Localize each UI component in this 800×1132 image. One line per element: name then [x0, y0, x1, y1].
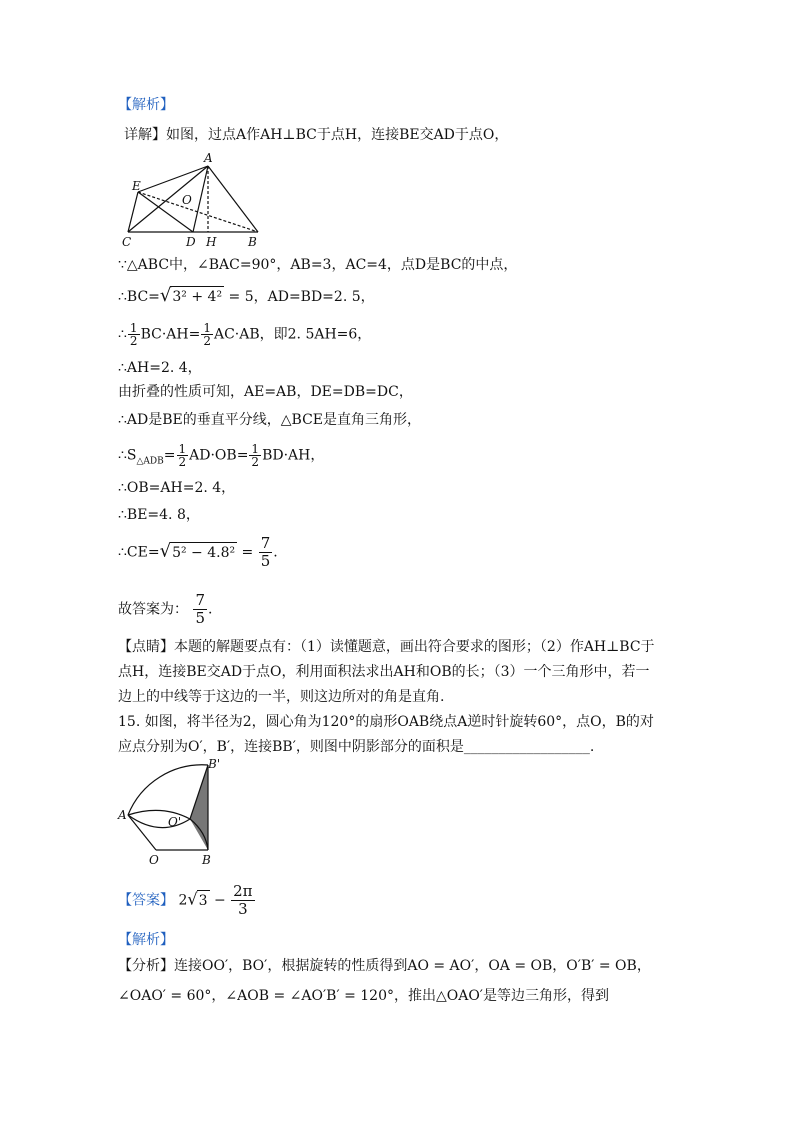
answer-fraction-1	[259, 535, 273, 570]
step-10	[118, 535, 278, 570]
ans-num-1: 7	[260, 534, 271, 552]
segment-ao	[128, 815, 156, 850]
segment-ab	[208, 166, 258, 232]
comment-tag: 【点睛】	[118, 639, 174, 655]
answer-fraction-2	[193, 592, 207, 627]
half-fraction-1	[128, 322, 140, 347]
segment-ea	[138, 166, 208, 192]
ans-den-1: 5	[260, 552, 271, 570]
label-b2: B	[202, 853, 211, 867]
step-7-b: AD·OB=	[189, 447, 249, 464]
analysis-tag-2: 【解析】	[118, 932, 174, 948]
step-7-prefix: ∴S	[118, 447, 137, 464]
half-den-2: 2	[203, 334, 211, 348]
label-o-prime: O'	[168, 815, 182, 829]
analysis-tag: 【解析】	[118, 97, 174, 113]
sector-figure	[116, 758, 226, 868]
step-10-sqrt: 5² − 4.8²	[170, 542, 237, 563]
q15-end: .	[589, 739, 595, 755]
triangle-figure	[118, 150, 268, 250]
half-den-1: 2	[129, 334, 138, 348]
detail-tag: 详解】	[124, 127, 166, 143]
step-1: ∵△ABC中，∠BAC=90°，AB=3，AC=4，点D是BC的中点，	[118, 257, 518, 273]
answer-coef: 2	[178, 892, 188, 909]
label-e: E	[132, 179, 141, 193]
half-num-4: 1	[251, 442, 260, 456]
step-7-c: BD·AH，	[262, 447, 325, 464]
answer-tag: 【答案】	[118, 892, 174, 909]
q15-line-1: 15. 如图，将半径为2，圆心角为120°的扇形OAB绕点A逆时针旋转60°，点O，B的对	[118, 714, 654, 730]
q15-line-2	[118, 737, 594, 757]
pi-num: 2π	[233, 882, 253, 900]
label-h: H	[206, 235, 217, 249]
comment-line-1	[118, 637, 655, 657]
half-num-2: 1	[203, 321, 211, 335]
step-2-prefix: ∴BC=	[118, 289, 160, 305]
step-7	[118, 443, 324, 471]
answer-blank: __________________	[463, 739, 590, 755]
step-5: 由折叠的性质可知，AE=AB，DE=DB=DC，	[118, 384, 413, 400]
sqrt-sign: √	[159, 285, 172, 306]
step-9: ∴BE=4. 8，	[118, 507, 200, 523]
step-2-suffix: = 5，AD=BD=2. 5，	[228, 289, 375, 305]
label-c: C	[122, 235, 132, 249]
step-3-prefix: ∴	[118, 326, 127, 343]
step-3-a: BC·AH=	[140, 326, 201, 343]
answer-prefix: 故答案为：	[118, 601, 188, 618]
detail-text: 如图，过点A作AH⊥BC于点H，连接BE交AD于点O，	[166, 127, 509, 143]
comment-text-1: 本题的解题要点有：（1）读懂题意，画出符合要求的图形；（2）作AH⊥BC于	[174, 639, 655, 655]
shaded-region	[190, 765, 208, 850]
label-o: O	[182, 193, 192, 207]
half-fraction-2	[201, 322, 213, 347]
half-num-3: 1	[178, 442, 187, 456]
step-4: ∴AH=2. 4，	[118, 360, 202, 376]
answer-sqrt: 3	[197, 890, 210, 911]
label-o2: O	[149, 853, 159, 867]
label-b-prime: B'	[208, 758, 221, 771]
segment-ca	[128, 166, 208, 232]
half-fraction-4	[249, 443, 261, 468]
analysis-subtag: 【分析】	[118, 958, 174, 974]
segment-ec	[128, 192, 138, 232]
half-den-4: 2	[251, 455, 260, 469]
comment-line-3: 边上的中线等于这边的一半，则这边所对的角是直角.	[118, 689, 445, 705]
detail-line	[124, 125, 508, 145]
sqrt-sign-2: √	[159, 540, 172, 562]
step-3-b: AC·AB，即2. 5AH=6，	[213, 326, 372, 343]
step-2	[118, 286, 375, 307]
pi-den: 3	[238, 900, 248, 918]
step-7-a: =	[163, 447, 176, 464]
step-8: ∴OB=AH=2. 4，	[118, 480, 236, 496]
half-den-3: 2	[178, 455, 187, 469]
comment-line-2: 点H，连接BE交AD于点O，利用面积法求出AH和OB的长；（3）一个三角形中，若一	[118, 664, 650, 680]
step-10-prefix: ∴CE=	[118, 544, 160, 561]
step-7-sub: △ADB	[136, 456, 164, 467]
answer-statement	[118, 592, 212, 627]
label-d: D	[186, 235, 196, 249]
answer-minus: −	[213, 892, 226, 909]
sqrt-sign-3: √	[187, 889, 198, 909]
step-6: ∴AD是BE的垂直平分线，△BCE是直角三角形，	[118, 412, 421, 428]
step-10-eq: =	[241, 544, 254, 561]
half-fraction-3	[177, 443, 189, 468]
ans-num-2: 7	[195, 591, 205, 609]
label-a: A	[204, 151, 213, 165]
answer-end: .	[208, 601, 213, 618]
analysis-line-1	[118, 956, 651, 976]
label-b: B	[248, 235, 257, 249]
step-2-sqrt: 3² + 4²	[170, 286, 224, 307]
step-3	[118, 322, 371, 347]
half-num-1: 1	[129, 321, 138, 335]
label-a2: A	[118, 808, 127, 822]
pi-fraction	[231, 883, 254, 918]
step-10-end: .	[273, 544, 278, 561]
q15-text: 应点分别为O′，B′，连接BB′，则图中阴影部分的面积是	[118, 739, 464, 755]
ans-den-2: 5	[195, 609, 205, 627]
analysis-text-1: 连接OO′，BO′，根据旋转的性质得到AO = AO′，OA = OB，O′B′ = OB，	[174, 958, 651, 974]
analysis-line-2: ∠OAO′ = 60°，∠AOB = ∠AO′B′ = 120°，推出△OAO′是等边三角形，得到	[118, 988, 609, 1004]
answer-line	[118, 883, 256, 918]
